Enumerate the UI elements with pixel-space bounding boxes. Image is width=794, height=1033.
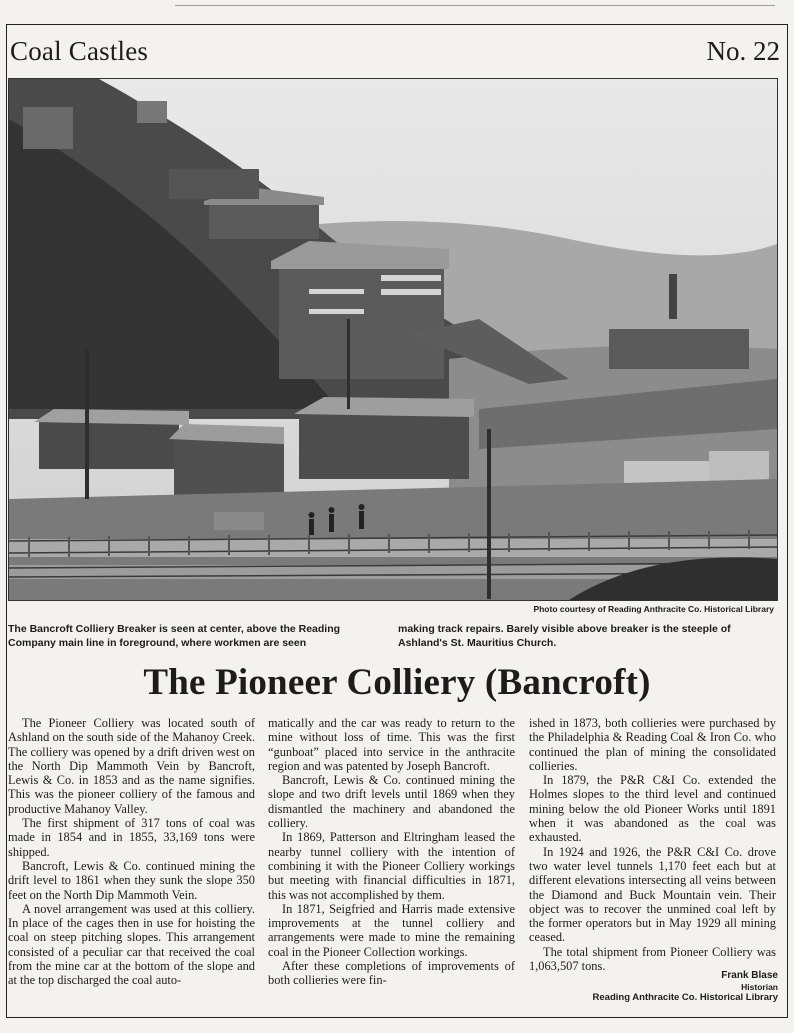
article-paragraph: Bancroft, Lewis & Co. continued mining the drift level to 1861 when they sunk the slope 350 feet on the North Dip Mammoth Vein. [8, 858, 255, 902]
article-paragraph: The Pioneer Colliery was located south of Ashland on the south side of the Mahanoy Creek. The colliery was opened by a drift driven west on the North Dip Mammoth Vein by Bancroft, Lewis & Co. in 1853 and as the name signifies. This was the pioneer colliery of the famous and productive Mahanoy Valley. [8, 716, 255, 816]
byline [593, 970, 778, 1003]
article-paragraph: A novel arrangement was used at this colliery. In place of the cages then in use for hoisting the coal on steep pitching slopes. This arrangement consisted of a peculiar car that received the coal from the mine car at the bottom of the slope and at the top discharged the coal auto- [8, 901, 255, 988]
series-name: Coal Castles [10, 36, 149, 66]
article-column-2 [268, 716, 515, 988]
article-column-1 [8, 716, 255, 988]
article-paragraph: In 1869, Patterson and Eltringham leased the nearby tunnel colliery with the intention of combining it with the Pioneer Colliery workings but meeting with financial difficulties in 1871, this was not accomplished by them. [268, 830, 515, 902]
article-paragraph: Bancroft, Lewis & Co. continued mining the slope and two drift levels until 1869 when they dismantled the machinery and abandoned the colliery. [268, 773, 515, 831]
author-title: Historian [741, 982, 778, 992]
article-paragraph: In 1924 and 1926, the P&R C&I Co. drove two water level tunnels 1,170 feet each but at different elevations intersecting all veins between the Diamond and Buck Mountain vein. Their object was to recover the unmined coal left by the former operators but in May 1929 all mining ceased. [529, 844, 776, 945]
article-paragraph: In 1879, the P&R C&I Co. extended the Holmes slopes to the third level and continued mining below the old Pioneer Works until 1891 when it was abandoned as the coal was exhausted. [529, 773, 776, 845]
article-paragraph: ished in 1873, both collieries were purchased by the Philadelphia & Reading Coal & Iron Co. who continued the plan of mining the consolidated collieries. [529, 716, 776, 773]
photo-caption-right: making track repairs. Barely visible above breaker is the steeple of Ashland's St. Mauritius Church. [398, 623, 731, 649]
article-paragraph: The total shipment from Pioneer Colliery was 1,063,507 tons. [529, 944, 776, 974]
top-rule [175, 5, 775, 6]
article-paragraph: After these completions of improvements of both collieries were fin- [268, 959, 515, 988]
article-paragraph: matically and the car was ready to return to the mine without loss of time. This was the first “gunboat” placed into service in the anthracite region and was patented by Joseph Bancroft. [268, 716, 515, 773]
article-column-3 [529, 716, 776, 973]
author-organization: Reading Anthracite Co. Historical Library [592, 992, 778, 1003]
article-headline: The Pioneer Colliery (Bancroft) [143, 662, 651, 703]
photo-caption-left: The Bancroft Colliery Breaker is seen at center, above the Reading Company main line in foreground, where workmen are seen [8, 623, 341, 649]
article-paragraph: The first shipment of 317 tons of coal was made in 1854 and in 1855, 33,169 tons were shipped. [8, 816, 255, 859]
series-number: No. 22 [706, 36, 780, 66]
article-paragraph: In 1871, Seigfried and Harris made extensive improvements at the tunnel colliery and arrangements were made to mine the remaining coal in the Pioneer Collection workings. [268, 901, 515, 959]
photo-credit: Photo courtesy of Reading Anthracite Co. Historical Library [533, 604, 774, 614]
author-name: Frank Blase [721, 970, 778, 981]
colliery-photo [8, 78, 778, 601]
